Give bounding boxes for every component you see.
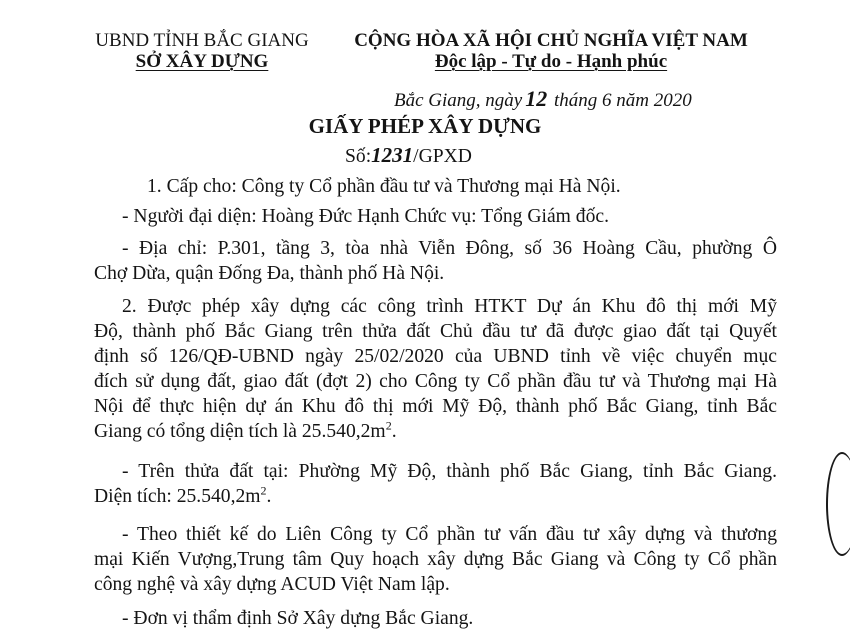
date-line [394,86,692,112]
designer-line-3: công nghệ và xây dựng ACUD Việt Nam lập. [94,574,450,595]
date-day-handwritten: 12 [525,86,548,111]
document-number [345,143,472,168]
number-prefix: Số: [345,146,372,167]
issuing-department: SỞ XÂY DỰNG [135,51,269,72]
address-line-1: - Địa chỉ: P.301, tầng 3, tòa nhà Viễn Đông, số 36 Hoàng Cầu, phường Ô [122,238,777,259]
permit-scope-line-1: 2. Được phép xây dựng các công trình HTKT Dự án Khu đô thị mới Mỹ [122,296,777,317]
appraisal-unit-line: - Đơn vị thẩm định Sở Xây dựng Bắc Giang. [122,608,474,629]
scan-edge-mark [826,452,850,556]
issuing-authority: UBND TỈNH BẮC GIANG [95,30,309,51]
permit-scope-line-5: Nội để thực hiện dự án Khu đô thị mới Mỹ Độ, thành phố Bắc Giang, tỉnh Bắc [94,396,777,417]
site-area-unit-superscript: 2 [260,483,267,498]
date-prefix: Bắc Giang, ngày [394,90,523,111]
national-motto: Độc lập - Tự do - Hạnh phúc [434,51,668,72]
representative-line: - Người đại diện: Hoàng Đức Hạnh Chức vụ: Tổng Giám đốc. [122,206,609,227]
document-title: GIẤY PHÉP XÂY DỰNG [308,114,542,138]
area-unit-superscript: 2 [385,418,392,433]
site-area-text: Diện tích: 25.540,2m [94,486,261,507]
permit-scope-line-2: Độ, thành phố Bắc Giang trên thửa đất Chủ đầu tư đã được giao đất tại Quyết [94,321,777,342]
designer-line-1: - Theo thiết kế do Liên Công ty Cổ phần tư vấn đầu tư xây dựng và thương [122,524,777,545]
permit-scope-line-3: định số 126/QĐ-UBND ngày 25/02/2020 của UBND tỉnh về việc chuyển mục [94,346,777,367]
permit-scope-line-6 [94,420,397,444]
address-line-2: Chợ Dừa, quận Đống Đa, thành phố Hà Nội. [94,263,445,284]
grantee-line: 1. Cấp cho: Công ty Cổ phần đầu tư và Thương mại Hà Nội. [147,176,621,197]
national-title: CỘNG HÒA XÃ HỘI CHỦ NGHĨA VIỆT NAM [354,30,748,51]
designer-line-2: mại Kiến Vượng,Trung tâm Quy hoạch xây dựng Bắc Giang và Công ty Cổ phần [94,549,777,570]
site-area-line [94,485,271,509]
number-value-handwritten: 1231 [371,143,414,167]
permit-scope-line-4: đích sử dụng đất, giao đất (đợt 2) cho Công ty Cổ phần đầu tư và Thương mại Hà [94,371,777,392]
date-suffix: tháng 6 năm 2020 [553,90,692,111]
number-suffix: /GPXD [413,146,472,167]
site-area-end: . [266,486,272,507]
site-location-line: - Trên thửa đất tại: Phường Mỹ Độ, thành phố Bắc Giang, tỉnh Bắc Giang. [122,461,777,482]
total-area-text: Giang có tổng diện tích là 25.540,2m [94,421,386,442]
total-area-end: . [391,421,397,442]
